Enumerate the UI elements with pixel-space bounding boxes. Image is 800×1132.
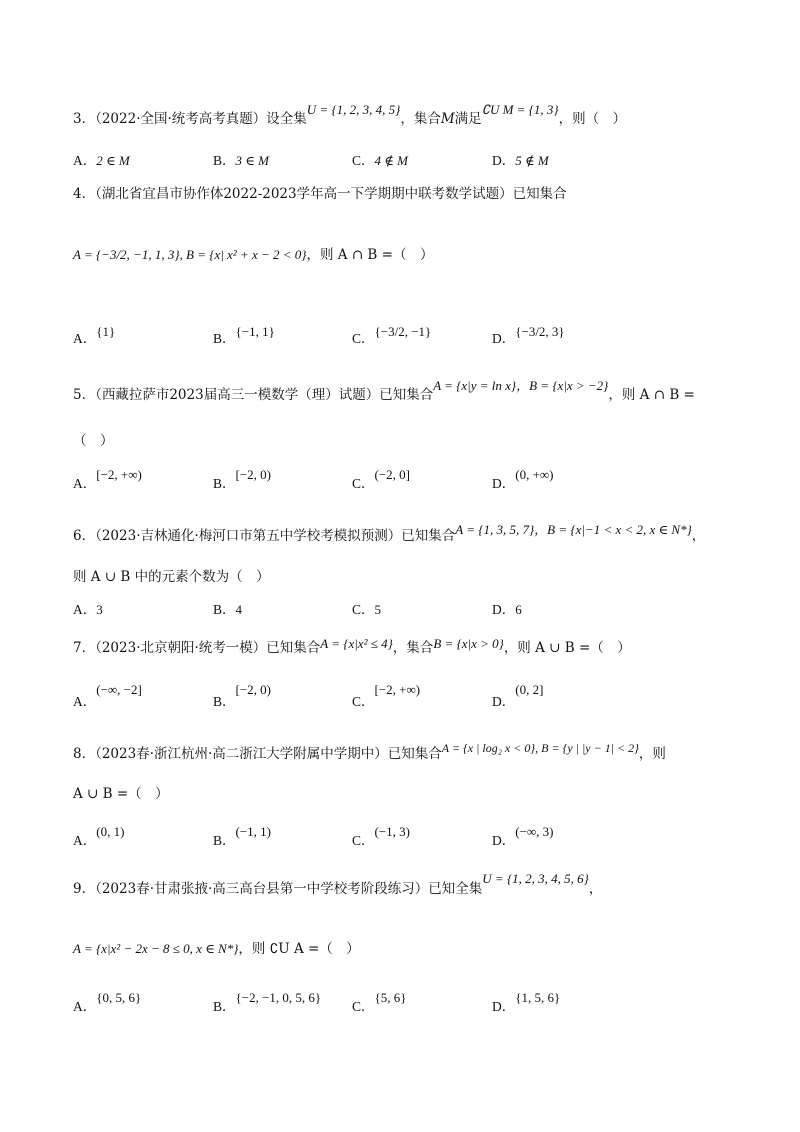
question-6-option-a: A．3 bbox=[73, 602, 103, 617]
question-7-stem bbox=[73, 636, 631, 657]
question-4-stem: 4．（湖北省宜昌市协作体2022-2023学年高一下学期期中联考数学试题）已知集合 bbox=[73, 186, 567, 202]
question-5-option-c: C．(−2, 0] bbox=[352, 467, 411, 491]
question-8-option-b: B．(−1, 1) bbox=[213, 824, 272, 848]
question-3-math-universal-set: U = {1, 2, 3, 4, 5} bbox=[306, 102, 401, 117]
question-8-math-a: A = {x | log₂ x < 0}, B = {y | |y − 1| < 2} bbox=[441, 741, 639, 755]
question-5-math-b: ，B = {x|x > −2} bbox=[516, 378, 609, 393]
question-4-stem-after: ，则 A ∩ B =（ ） bbox=[306, 247, 434, 263]
question-5-stem-after: ，则 A ∩ B = bbox=[608, 387, 695, 403]
question-8-stem-line2: A ∪ B =（ ） bbox=[73, 786, 169, 802]
question-7-stem-before: 7．（2023·北京朝阳·统考一模）已知集合 bbox=[73, 640, 321, 656]
question-7-option-b: B．[−2, 0) bbox=[213, 682, 272, 709]
question-9-math-line bbox=[73, 940, 360, 958]
question-6-option-c: C．5 bbox=[352, 602, 382, 617]
question-3-stem bbox=[73, 102, 627, 128]
question-5-stem-line2: （ ） bbox=[73, 433, 114, 449]
question-3-var-m: M bbox=[440, 111, 455, 127]
question-3-stem-before: 3．（2022·全国·统考高考真题）设全集 bbox=[73, 111, 307, 127]
question-9-stem-after: ， bbox=[588, 881, 603, 897]
question-3-option-c: C．4 ∉ M bbox=[352, 153, 408, 168]
question-4-option-c: C．{−3/2, −1} bbox=[352, 324, 432, 346]
question-5-option-b: B．[−2, 0) bbox=[213, 467, 272, 491]
question-4-option-a: A．{1} bbox=[73, 324, 116, 346]
question-8-stem-before: 8．（2023春·浙江杭州·高二浙江大学附属中学期中）已知集合 bbox=[73, 746, 442, 762]
question-8-option-a: A．(0, 1) bbox=[73, 824, 125, 848]
question-8-option-c: C．(−1, 3) bbox=[352, 824, 411, 848]
question-9-stem-before: 9．（2023春·甘肃张掖·高三高台县第一中学校考阶段练习）已知全集 bbox=[73, 881, 483, 897]
question-6-stem bbox=[73, 522, 706, 545]
question-8-option-d: D．(−∞, 3) bbox=[492, 824, 554, 848]
question-7-math-b: B = {x|x > 0} bbox=[433, 636, 504, 651]
question-5-stem bbox=[73, 378, 695, 404]
question-7-option-c: C．[−2, +∞) bbox=[352, 682, 421, 709]
question-9-math-a: U = {1, 2, 3, 4, 5, 6} bbox=[482, 871, 589, 886]
question-6-stem-before: 6．（2023·吉林通化·梅河口市第五中学校考模拟预测）已知集合 bbox=[73, 528, 456, 544]
question-7-math-a: A = {x|x² ≤ 4} bbox=[320, 636, 393, 651]
question-3-stem-after: ，则（ ） bbox=[558, 111, 627, 127]
question-7-stem-after: ，则 A ∪ B =（ ） bbox=[503, 640, 631, 656]
question-7-option-a: A．(−∞, −2] bbox=[73, 682, 142, 709]
question-5-option-a: A．[−2, +∞) bbox=[73, 467, 142, 491]
question-9-option-b: B．{−2, −1, 0, 5, 6} bbox=[213, 990, 322, 1014]
question-3-option-b: B．3 ∈ M bbox=[213, 153, 269, 168]
question-3-stem-mid2: 满足 bbox=[454, 111, 482, 127]
question-9-stem bbox=[73, 871, 603, 898]
question-3-math-complement: ∁U M = {1, 3} bbox=[481, 102, 559, 117]
question-9-stem-after2: ，则 ∁U A =（ ） bbox=[238, 941, 360, 957]
question-8-stem-after: ，则 bbox=[638, 746, 666, 762]
question-6-stem-line2: 则 A ∪ B 中的元素个数为（ ） bbox=[73, 569, 270, 585]
question-9-math-set-a: A = {x|x² − 2x − 8 ≤ 0, x ∈ N*} bbox=[73, 941, 239, 956]
question-3-option-d: D．5 ∉ M bbox=[492, 153, 549, 168]
question-6-stem-after: ， bbox=[691, 528, 706, 544]
question-6-math-b: ，B = {x|−1 < x < 2, x ∈ N*} bbox=[534, 522, 692, 537]
question-4-math-line bbox=[73, 246, 433, 264]
question-4-option-b: B．{−1, 1} bbox=[213, 324, 275, 346]
question-5-option-d: D．(0, +∞) bbox=[492, 467, 554, 491]
question-9-option-d: D．{1, 5, 6} bbox=[492, 990, 561, 1014]
question-9-option-c: C．{5, 6} bbox=[352, 990, 407, 1014]
question-5-stem-before: 5．（西藏拉萨市2023届高三一模数学（理）试题）已知集合 bbox=[73, 387, 434, 403]
question-6-option-b: B．4 bbox=[213, 602, 243, 617]
question-6-math-a: A = {1, 3, 5, 7} bbox=[455, 522, 535, 537]
question-4-option-d: D．{−3/2, 3} bbox=[492, 324, 565, 346]
question-3-option-a: A．2 ∈ M bbox=[73, 153, 130, 168]
question-9-option-a: A．{0, 5, 6} bbox=[73, 990, 142, 1014]
question-8-stem bbox=[73, 741, 666, 763]
question-3-stem-mid: ，集合 bbox=[400, 111, 441, 127]
question-4-math-sets: A = {−3/2, −1, 1, 3}, B = {x| x² + x − 2 < 0} bbox=[73, 247, 307, 262]
question-6-option-d: D．6 bbox=[492, 602, 522, 617]
question-7-stem-mid: ，集合 bbox=[392, 640, 434, 656]
question-7-option-d: D．(0, 2] bbox=[492, 682, 544, 709]
question-5-math-a: A = {x|y = ln x} bbox=[433, 378, 517, 393]
